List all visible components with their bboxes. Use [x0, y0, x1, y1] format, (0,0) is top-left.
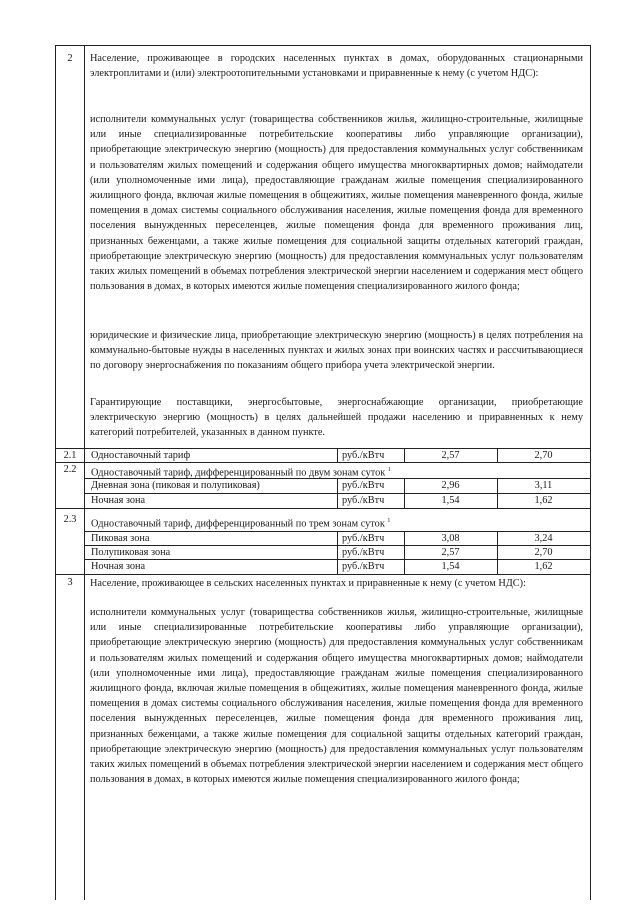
section-2-number: 2	[67, 53, 73, 64]
row-2-2-number: 2.2	[63, 464, 77, 475]
section-3-heading: Население, проживающее в сельских населенных пунктах и приравненные к нему (с учетом НДС):	[90, 578, 526, 589]
row-2-1-value-2: 2,70	[534, 450, 553, 461]
row-2-3-half-peak-unit: руб./кВтч	[342, 547, 385, 558]
row-divider	[55, 574, 591, 575]
section-2-paragraph-1: исполнители коммунальных услуг (товарищества собственников жилья, жилищно-строительные, жилищные или иные специализированные потребительские кооперативы либо управляющие организации), приобретающие электрическую энергию (мощность) для предоставления коммунальных услуг собственникам и пользователям жилых помещений и содержания общего имущества многоквартирных домов; наймодатели (или уполномоченные ими лица), предоставляющие гражданам жилые помещения специализированного жилищного фонда, включая жилые помещения в общежитиях, жилые помещения маневренного фонда, жилые помещения в домах системы социального обслуживания населения, жилые помещения фонда для временного поселения вынужденных переселенцев, жилые помещения фонда для временного проживания лиц, признанных беженцами, а также жилые помещения для социальной защиты отдельных категорий граждан, приобретающие электрическую энергию (мощность) для предоставления коммунальных услуг пользователям таких жилых помещений в объемах потребления электрической энергии населением и содержания мест общего пользования в домах, в которых имеются жилые помещения специализированного жилого фонда;	[90, 114, 583, 293]
row-2-1-value-1: 2,57	[441, 450, 460, 461]
footnote-mark: 1	[387, 467, 391, 473]
row-2-3-night-value-1: 1,54	[441, 561, 460, 572]
section-3-number: 3	[67, 577, 73, 588]
row-2-3-peak-label: Пиковая зона	[91, 533, 150, 544]
row-2-3-night-value-2: 1,62	[534, 561, 553, 572]
table-top-border	[55, 45, 591, 46]
section-2-heading: Население, проживающее в городских населенных пунктах в домах, оборудованных стационарными электроплитами и (или) электроотопительными установками и приравненные к нему (с учетом НДС):	[90, 53, 583, 80]
row-2-2-night-unit: руб./кВтч	[342, 495, 385, 506]
row-2-3-half-peak-value-1: 2,57	[441, 547, 460, 558]
row-2-2-night-value-1: 1,54	[441, 495, 460, 506]
row-2-2-day-label: Дневная зона (пиковая и полупиковая)	[91, 480, 260, 491]
row-2-1-number: 2.1	[63, 450, 77, 461]
row-2-2-night-value-2: 1,62	[534, 495, 553, 506]
row-2-3-peak-unit: руб./кВтч	[342, 533, 385, 544]
table-right-border	[590, 45, 591, 900]
row-2-2-night-label: Ночная зона	[91, 495, 146, 506]
row-2-2-day-value-2: 3,11	[534, 480, 553, 491]
section-2-paragraph-2: юридические и физические лица, приобретающие электрическую энергию (мощность) в целях потребления на коммунально-бытовые нужды в населенных пунктах и жилых зонах при воинских частях и рассчитывающиеся по договору энергоснабжения по показаниям общего прибора учета электрической энергии.	[90, 330, 583, 372]
unit-column-border	[337, 531, 338, 575]
row-divider	[55, 508, 591, 509]
row-2-2-day-value-1: 2,96	[441, 480, 460, 491]
unit-column-border	[337, 448, 338, 463]
unit-column-border	[337, 478, 338, 509]
row-2-3-peak-value-2: 3,24	[534, 533, 553, 544]
row-2-3-night-label: Ночная зона	[91, 561, 146, 572]
row-2-3-half-peak-value-2: 2,70	[534, 547, 553, 558]
row-2-3-heading: Одноставочный тариф, дифференцированный по трем зонам суток $^1$	[91, 518, 391, 530]
section-3-paragraph-1: исполнители коммунальных услуг (товарищества собственников жилья, жилищно-строительные, жилищные или иные специализированные потребительские кооперативы либо управляющие организации), приобретающие электрическую энергию (мощность) для предоставления коммунальных услуг собственникам и пользователям жилых помещений и содержания общего имущества многоквартирных домов; наймодатели (или уполномоченные ими лица), предоставляющие гражданам жилые помещения специализированного жилищного фонда, включая жилые помещения в общежитиях, жилые помещения маневренного фонда, жилые помещения в домах системы социального обслуживания населения, жилые помещения фонда для временного поселения вынужденных переселенцев, жилые помещения фонда для временного проживания лиц, признанных беженцами, а также жилые помещения для социальной защиты отдельных категорий граждан, приобретающие электрическую энергию (мощность) для предоставления коммунальных услуг пользователям таких жилых помещений в объемах потребления электрической энергии населением и содержания мест общего пользования в домах, в которых имеются жилые помещения специализированного жилого фонда;	[90, 607, 583, 786]
section-2-paragraph-3: Гарантирующие поставщики, энергосбытовые, энергоснабжающие организации, приобретающие электрическую энергию (мощность) в целях дальнейшей продажи населению и приравненных к нему категорий потребителей, указанных в данном пункте.	[90, 397, 583, 439]
row-2-3-number: 2.3	[63, 514, 77, 525]
row-2-3-half-peak-label: Полупиковая зона	[91, 547, 171, 558]
row-2-3-peak-value-1: 3,08	[441, 533, 460, 544]
row-2-2-day-unit: руб./кВтч	[342, 480, 385, 491]
row-2-2-heading: Одноставочный тариф, дифференцированный по двум зонам суток $^1$	[91, 467, 391, 479]
row-2-3-night-unit: руб./кВтч	[342, 561, 385, 572]
footnote-mark: 1	[387, 518, 391, 524]
row-2-1-unit: руб./кВтч	[342, 450, 385, 461]
row-2-1-label: Одноставочный тариф	[91, 450, 191, 461]
